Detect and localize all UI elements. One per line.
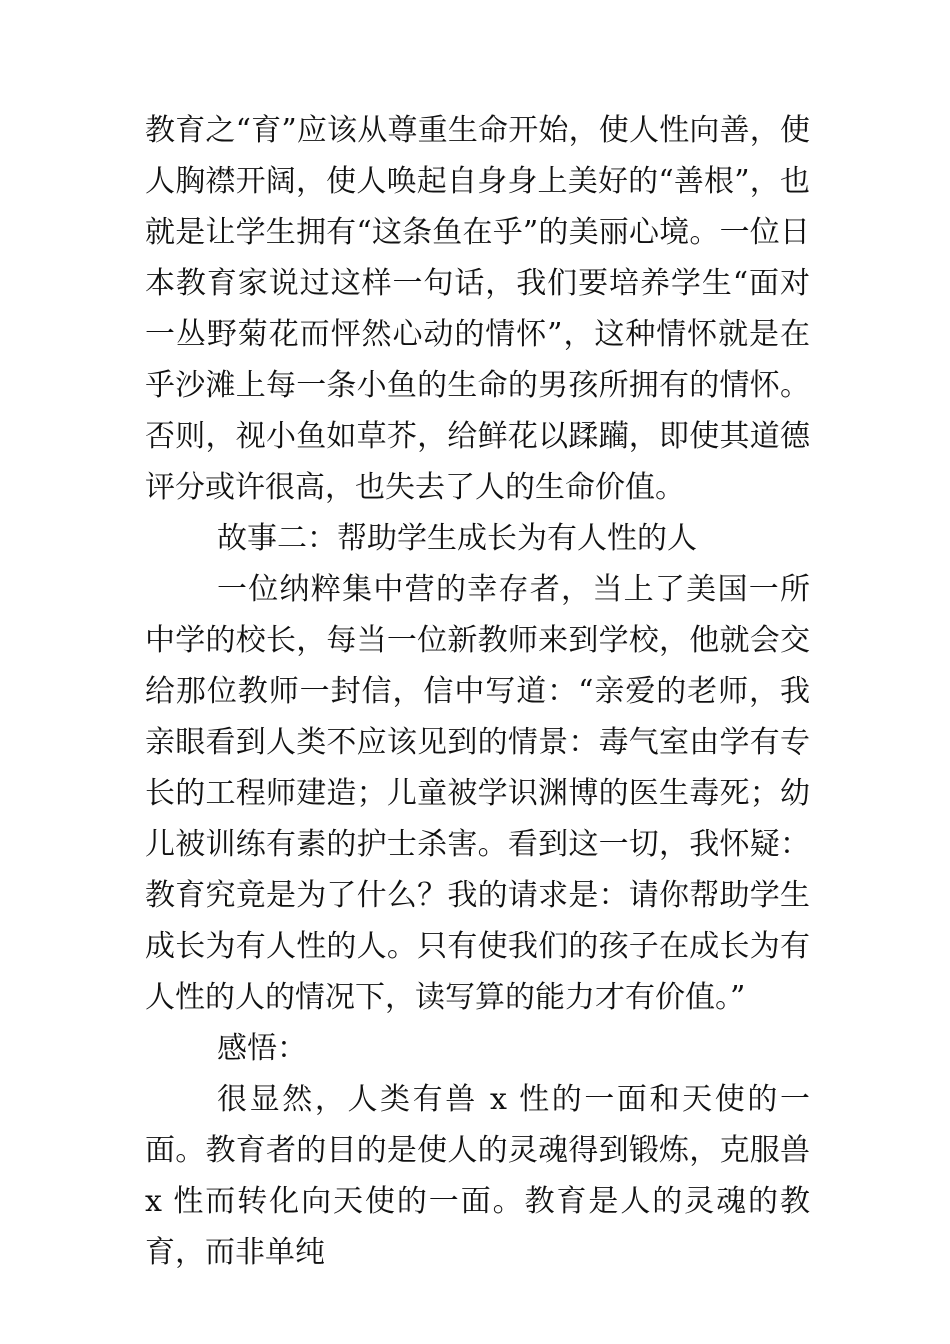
reflection-heading: 感悟： (217, 1031, 307, 1066)
story-two-heading: 故事二：帮助学生成长为有人性的人 (217, 521, 697, 556)
document-page (145, 105, 810, 1278)
paragraph-1: 教育之“育”应该从尊重生命开始，使人性向善，使人胸襟开阔，使人唤起自身身上美好的“善根”，也就是让学生拥有“这条鱼在乎”的美丽心境。一位日本教育家说过这样一句话，我们要培养学生“面对一丛野菊花而怦然心动的情怀”，这种情怀就是在乎沙滩上每一条小鱼的生命的男孩所拥有的情怀。否则，视小鱼如草芥，给鲜花以蹂躏，即使其道德评分或许很高，也失去了人的生命价值。 (145, 113, 810, 505)
paragraph-story-two: 一位纳粹集中营的幸存者，当上了美国一所中学的校长，每当一位新教师来到学校，他就会交给那位教师一封信，信中写道：“亲爱的老师，我亲眼看到人类不应该见到的情景：毒气室由学有专长的工程师建造；儿童被学识渊博的医生毒死；幼儿被训练有素的护士杀害。看到这一切，我怀疑：教育究竟是为了什么？我的请求是：请你帮助学生成长为有人性的人。只有使我们的孩子在成长为有人性的人的情况下，读写算的能力才有价值。” (145, 572, 810, 1015)
paragraph-reflection: 很显然，人类有兽 x 性的一面和天使的一面。教育者的目的是使人的灵魂得到锻炼，克服兽 x 性而转化向天使的一面。教育是人的灵魂的教育，而非单纯 (145, 1082, 810, 1270)
